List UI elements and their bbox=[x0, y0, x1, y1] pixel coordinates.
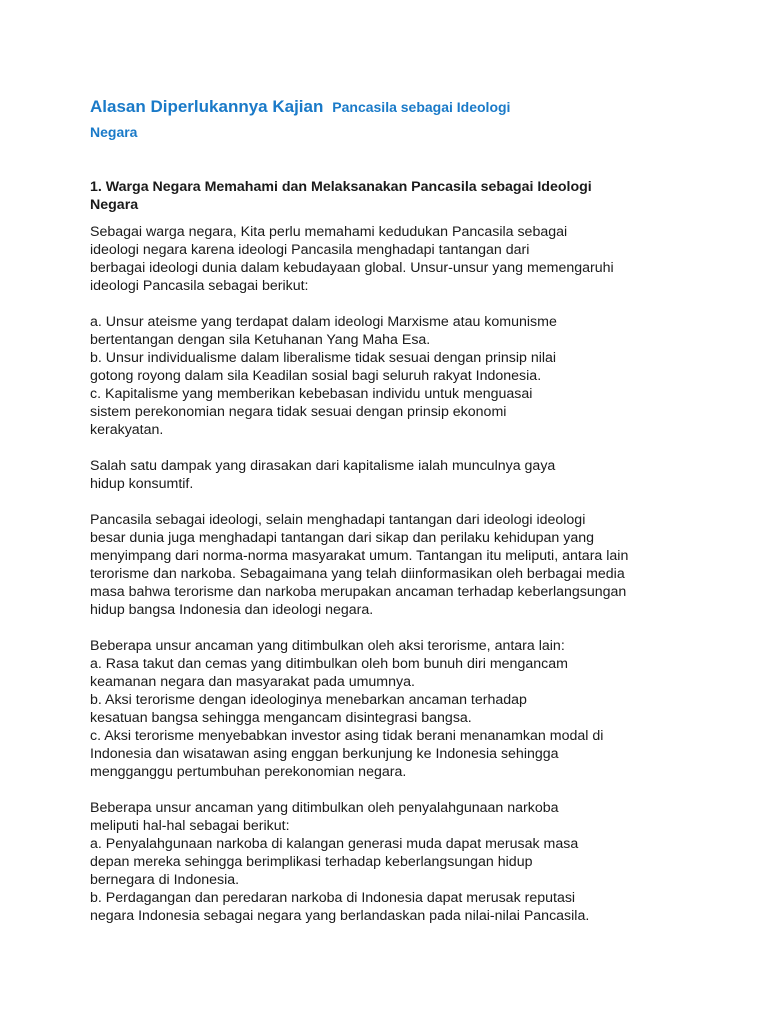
text-line: hidup konsumtif. bbox=[90, 476, 194, 492]
text-line: menyimpang dari norma-norma masyarakat umum. Tantangan itu meliputi, antara lain bbox=[90, 548, 629, 564]
text-line: meliputi hal-hal sebagai berikut: bbox=[90, 818, 290, 834]
text-line: Salah satu dampak yang dirasakan dari kapitalisme ialah munculnya gaya bbox=[90, 458, 556, 474]
text-line: hidup bangsa Indonesia dan ideologi negara. bbox=[90, 602, 374, 618]
text-line: terorisme dan narkoba. Sebagaimana yang telah diinformasikan oleh berbagai media bbox=[90, 566, 625, 582]
document-page bbox=[90, 92, 690, 925]
text-line: b. Unsur individualisme dalam liberalisme tidak sesuai dengan prinsip nilai bbox=[90, 350, 557, 366]
text-line: besar dunia juga menghadapi tantangan dari sikap dan perilaku kehidupan yang bbox=[90, 530, 595, 546]
text-line: b. Aksi terorisme dengan ideologinya menebarkan ancaman terhadap bbox=[90, 692, 527, 708]
text-line: c. Kapitalisme yang memberikan kebebasan individu untuk menguasai bbox=[90, 386, 533, 402]
title-part-1: Alasan Diperlukannya Kajian bbox=[90, 97, 324, 116]
text-line: Beberapa unsur ancaman yang ditimbulkan oleh penyalahgunaan narkoba bbox=[90, 800, 559, 816]
text-line: a. Rasa takut dan cemas yang ditimbulkan oleh bom bunuh diri mengancam bbox=[90, 656, 568, 672]
paragraph bbox=[90, 637, 690, 781]
text-line: mengganggu pertumbuhan perekonomian negara. bbox=[90, 764, 407, 780]
heading-line: 1. Warga Negara Memahami dan Melaksanakan Pancasila sebagai Ideologi bbox=[90, 179, 592, 195]
text-line: depan mereka sehingga berimplikasi terhadap keberlangsungan hidup bbox=[90, 854, 533, 870]
text-line: kerakyatan. bbox=[90, 422, 164, 438]
text-line: b. Perdagangan dan peredaran narkoba di Indonesia dapat merusak reputasi bbox=[90, 890, 576, 906]
text-line: Indonesia dan wisatawan asing enggan berkunjung ke Indonesia sehingga bbox=[90, 746, 559, 762]
paragraph bbox=[90, 511, 690, 619]
document-title bbox=[90, 92, 690, 142]
text-line: Pancasila sebagai ideologi, selain menghadapi tantangan dari ideologi ideologi bbox=[90, 512, 586, 528]
title-part-3: Negara bbox=[90, 124, 138, 140]
text-line: bertentangan dengan sila Ketuhanan Yang Maha Esa. bbox=[90, 332, 431, 348]
paragraph bbox=[90, 223, 690, 295]
text-line: c. Aksi terorisme menyebabkan investor asing tidak berani menanamkan modal di bbox=[90, 728, 604, 744]
text-line: negara Indonesia sebagai negara yang berlandaskan pada nilai-nilai Pancasila. bbox=[90, 908, 590, 924]
text-line: ideologi Pancasila sebagai berikut: bbox=[90, 278, 309, 294]
text-line: Beberapa unsur ancaman yang ditimbulkan oleh aksi terorisme, antara lain: bbox=[90, 638, 565, 654]
text-line: ideologi negara karena ideologi Pancasila menghadapi tantangan dari bbox=[90, 242, 530, 258]
title-part-2: Pancasila sebagai Ideologi bbox=[332, 99, 511, 115]
text-line: keamanan negara dan masyarakat pada umumnya. bbox=[90, 674, 415, 690]
paragraph bbox=[90, 799, 690, 925]
text-line: a. Unsur ateisme yang terdapat dalam ideologi Marxisme atau komunisme bbox=[90, 314, 557, 330]
paragraph bbox=[90, 457, 690, 493]
text-line: sistem perekonomian negara tidak sesuai dengan prinsip ekonomi bbox=[90, 404, 507, 420]
text-line: a. Penyalahgunaan narkoba di kalangan generasi muda dapat merusak masa bbox=[90, 836, 579, 852]
text-line: gotong royong dalam sila Keadilan sosial bagi seluruh rakyat Indonesia. bbox=[90, 368, 542, 384]
paragraph bbox=[90, 313, 690, 439]
section-heading bbox=[90, 178, 690, 214]
text-line: bernegara di Indonesia. bbox=[90, 872, 240, 888]
text-line: masa bahwa terorisme dan narkoba merupakan ancaman terhadap keberlangsungan bbox=[90, 584, 627, 600]
body-text bbox=[90, 223, 690, 925]
text-line: kesatuan bangsa sehingga mengancam disintegrasi bangsa. bbox=[90, 710, 472, 726]
text-line: berbagai ideologi dunia dalam kebudayaan global. Unsur-unsur yang memengaruhi bbox=[90, 260, 614, 276]
text-line: Sebagai warga negara, Kita perlu memahami kedudukan Pancasila sebagai bbox=[90, 224, 568, 240]
heading-line: Negara bbox=[90, 197, 139, 213]
